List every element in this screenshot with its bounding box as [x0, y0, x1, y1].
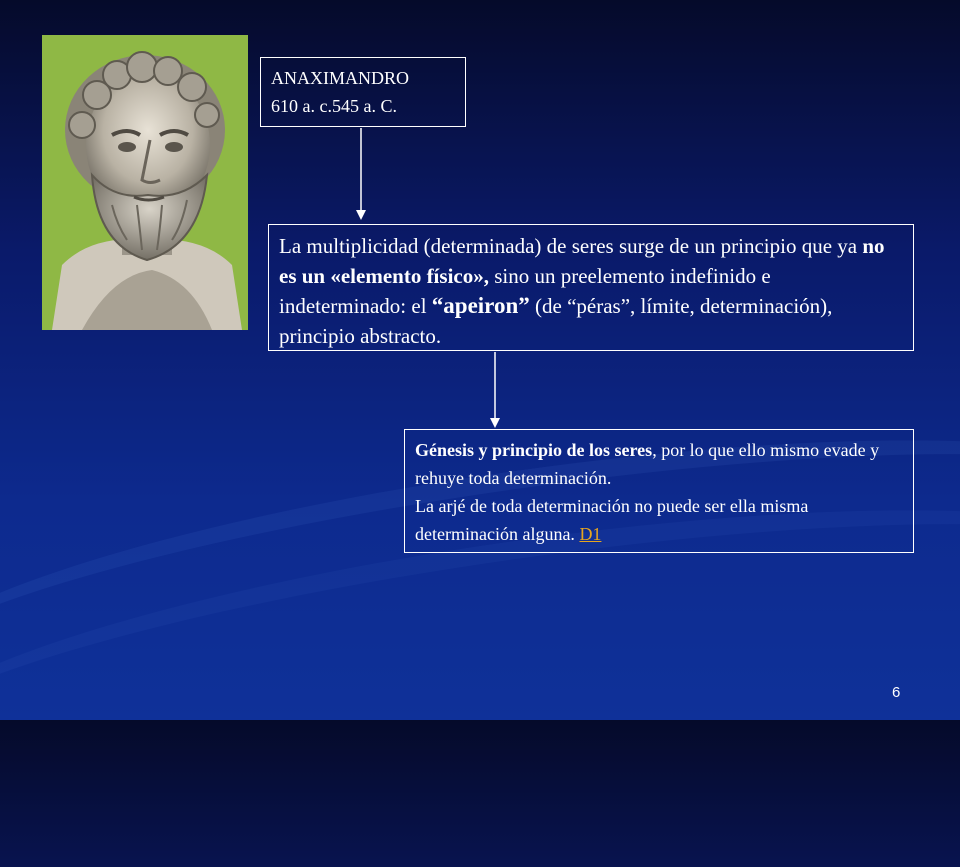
main-text-box [268, 224, 914, 351]
main-text-3: sino un preelemento indefinido e indeterminado: el [279, 264, 771, 318]
detail-bold: Génesis y principio de los seres [415, 440, 653, 460]
name-box [260, 57, 466, 127]
detail-text-box [404, 429, 914, 553]
apeiron-term: “apeiron” [431, 293, 530, 318]
detail-text-1: , por lo que ello mismo evade y rehuye toda determinación. [415, 440, 880, 488]
detail-text-2: La arjé de toda determinación no puede ser ella misma determinación alguna. [415, 496, 809, 544]
philosopher-dates: 610 a. c.545 a. C. [271, 96, 397, 116]
main-text-1: La multiplicidad (determinada) de seres surge de un principio que ya [279, 234, 863, 258]
slide-number: 6 [892, 684, 901, 701]
main-text-bold: no es un «elemento físico», [279, 234, 885, 288]
philosopher-name: ANAXIMANDRO [271, 68, 409, 88]
main-text-5: (de “péras”, límite, determinación), principio abstracto. [279, 294, 833, 348]
d1-link[interactable]: D1 [579, 524, 602, 544]
